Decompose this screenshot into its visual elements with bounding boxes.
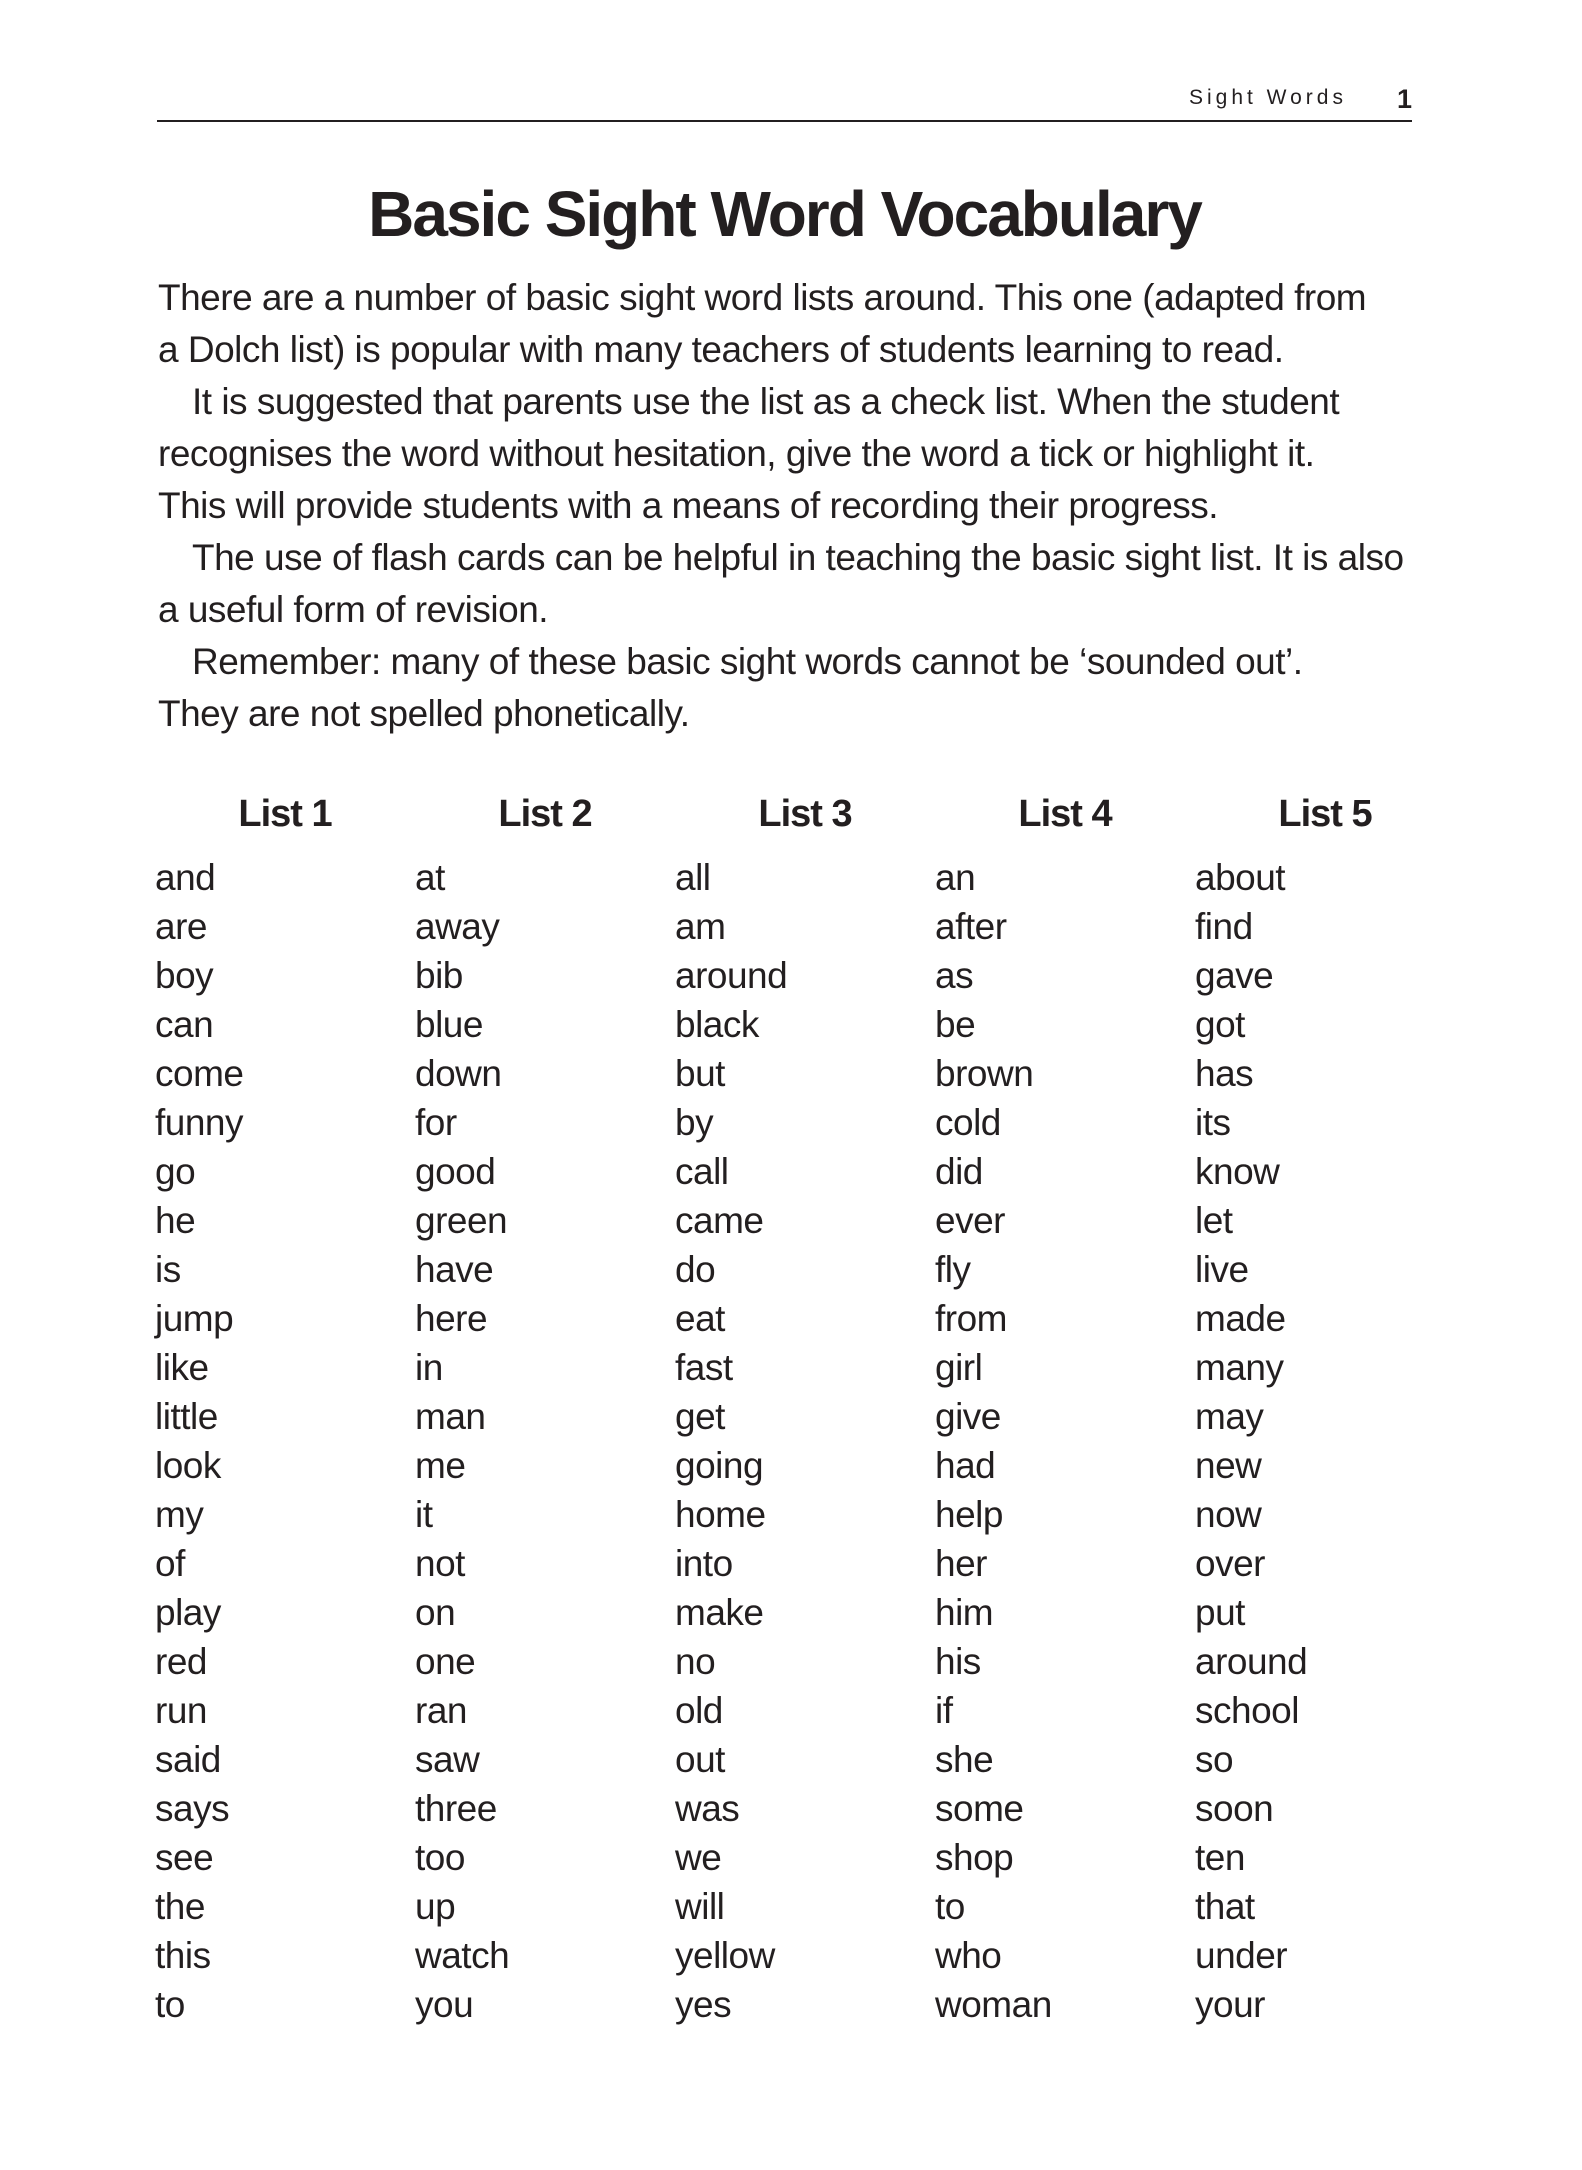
sight-word: get [675, 1396, 725, 1437]
sight-word: out [675, 1739, 725, 1780]
list-header: List 5 [1278, 793, 1372, 835]
body-line: The use of flash cards can be helpful in teaching the basic sight list. It is also [192, 537, 1404, 578]
list-header: List 4 [1018, 793, 1112, 835]
sight-word: come [155, 1053, 244, 1094]
sight-word: saw [415, 1739, 480, 1780]
sight-word: and [155, 857, 216, 898]
sight-word: but [675, 1053, 725, 1094]
sight-word: girl [935, 1347, 983, 1388]
sight-word: all [675, 857, 711, 898]
sight-word: made [1195, 1298, 1286, 1339]
sight-word: play [155, 1592, 221, 1633]
list-header: List 2 [498, 793, 592, 835]
sight-word: help [935, 1494, 1003, 1535]
sight-word: am [675, 906, 726, 947]
sight-word: new [1195, 1445, 1262, 1486]
sight-word: he [155, 1200, 196, 1241]
sight-word: brown [935, 1053, 1034, 1094]
sight-word: here [415, 1298, 488, 1339]
sight-word: shop [935, 1837, 1014, 1878]
sight-word: be [935, 1004, 976, 1045]
sight-word: if [935, 1690, 953, 1731]
word-lists [155, 792, 1455, 2029]
sight-word: jump [155, 1298, 234, 1339]
sight-word: are [155, 906, 207, 947]
sight-word: live [1195, 1249, 1249, 1290]
sight-word: now [1195, 1494, 1262, 1535]
sight-word: gave [1195, 955, 1274, 996]
sight-word: go [155, 1151, 196, 1192]
sight-word: put [1195, 1592, 1245, 1633]
sight-word: black [675, 1004, 759, 1045]
sight-word: many [1195, 1347, 1284, 1388]
paragraph [158, 272, 1468, 376]
sight-word: funny [155, 1102, 244, 1143]
sight-word: that [1195, 1886, 1255, 1927]
sight-word: look [155, 1445, 221, 1486]
list-header: List 3 [758, 793, 852, 835]
sight-word: around [675, 955, 788, 996]
body-line: a useful form of revision. [158, 589, 549, 630]
sight-word: as [935, 955, 974, 996]
sight-word: going [675, 1445, 764, 1486]
sight-word: do [675, 1249, 716, 1290]
sight-word: give [935, 1396, 1001, 1437]
sight-word: man [415, 1396, 486, 1437]
sight-word: in [415, 1347, 443, 1388]
sight-word: she [935, 1739, 994, 1780]
sight-word: see [155, 1837, 214, 1878]
sight-word: has [1195, 1053, 1254, 1094]
sight-word: under [1195, 1935, 1288, 1976]
sight-word: you [415, 1984, 474, 2025]
sight-word: at [415, 857, 445, 898]
sight-word: an [935, 857, 976, 898]
body-line: a Dolch list) is popular with many teachers of students learning to read. [158, 329, 1284, 370]
sight-word: school [1195, 1690, 1299, 1731]
sight-word: little [155, 1396, 218, 1437]
body-line: Remember: many of these basic sight words cannot be ‘sounded out’. [192, 641, 1303, 682]
body-line: They are not spelled phonetically. [158, 693, 690, 734]
word-list-3 [675, 792, 935, 2029]
sight-word: down [415, 1053, 502, 1094]
sight-word: like [155, 1347, 209, 1388]
sight-word: green [415, 1200, 508, 1241]
sight-word: so [1195, 1739, 1234, 1780]
sight-word: no [675, 1641, 716, 1682]
word-list-2 [415, 792, 675, 2029]
sight-word: some [935, 1788, 1024, 1829]
sight-word: yellow [675, 1935, 775, 1976]
sight-word: eat [675, 1298, 725, 1339]
sight-word: yes [675, 1984, 732, 2025]
page-title: Basic Sight Word Vocabulary [368, 178, 1201, 250]
sight-word: blue [415, 1004, 483, 1045]
sight-word: for [415, 1102, 457, 1143]
sight-word: to [935, 1886, 965, 1927]
page-number: 1 [1396, 84, 1412, 114]
sight-word: red [155, 1641, 207, 1682]
body-line: It is suggested that parents use the list as a check list. When the student [192, 381, 1340, 422]
sight-word: it [415, 1494, 433, 1535]
sight-word: to [155, 1984, 185, 2025]
intro-paragraphs [158, 272, 1468, 740]
sight-word: find [1195, 906, 1253, 947]
paragraph [158, 376, 1468, 532]
sight-word: good [415, 1151, 496, 1192]
sight-word: have [415, 1249, 494, 1290]
sight-word: call [675, 1151, 729, 1192]
sight-word: will [675, 1886, 725, 1927]
sight-word: one [415, 1641, 476, 1682]
sight-word: away [415, 906, 500, 947]
sight-word: into [675, 1543, 733, 1584]
sight-word: run [155, 1690, 207, 1731]
sight-word: over [1195, 1543, 1265, 1584]
sight-word: says [155, 1788, 230, 1829]
sight-word: three [415, 1788, 497, 1829]
sight-word: my [155, 1494, 204, 1535]
sight-word: is [155, 1249, 181, 1290]
sight-word: watch [415, 1935, 510, 1976]
body-line: This will provide students with a means of recording their progress. [158, 485, 1219, 526]
sight-word: ten [1195, 1837, 1245, 1878]
sight-word: about [1195, 857, 1286, 898]
sight-word: bib [415, 955, 463, 996]
sight-word: her [935, 1543, 987, 1584]
sight-word: may [1195, 1396, 1264, 1437]
sight-word: ran [415, 1690, 467, 1731]
sight-word: cold [935, 1102, 1001, 1143]
sight-word: old [675, 1690, 723, 1731]
sight-word: let [1195, 1200, 1233, 1241]
sight-word: after [935, 906, 1007, 947]
sight-word: of [155, 1543, 185, 1584]
sight-word: got [1195, 1004, 1245, 1045]
sight-word: the [155, 1886, 205, 1927]
sight-word: woman [935, 1984, 1052, 2025]
sight-word: had [935, 1445, 996, 1486]
paragraph [158, 532, 1468, 636]
sight-word: boy [155, 955, 214, 996]
sight-word: did [935, 1151, 983, 1192]
sight-word: this [155, 1935, 211, 1976]
sight-word: soon [1195, 1788, 1274, 1829]
sight-word: around [1195, 1641, 1308, 1682]
list-header: List 1 [238, 793, 332, 835]
sight-word: we [675, 1837, 722, 1878]
sight-word: his [935, 1641, 981, 1682]
sight-word: home [675, 1494, 766, 1535]
word-list-1 [155, 792, 415, 2029]
sight-word: make [675, 1592, 764, 1633]
sight-word: from [935, 1298, 1007, 1339]
sight-word: know [1195, 1151, 1280, 1192]
paragraph [158, 636, 1468, 740]
sight-word: fast [675, 1347, 733, 1388]
sight-word: not [415, 1543, 465, 1584]
word-list-4 [935, 792, 1195, 2029]
sight-word: can [155, 1004, 214, 1045]
sight-word: who [935, 1935, 1002, 1976]
sight-word: him [935, 1592, 994, 1633]
sight-word: fly [935, 1249, 971, 1290]
sight-word: by [675, 1102, 714, 1143]
sight-word: was [675, 1788, 740, 1829]
sight-word: on [415, 1592, 456, 1633]
sight-word: too [415, 1837, 465, 1878]
sight-word: me [415, 1445, 466, 1486]
running-title: Sight Words [1188, 86, 1347, 109]
word-list-5 [1195, 792, 1455, 2029]
sight-word: its [1195, 1102, 1231, 1143]
sight-word: ever [935, 1200, 1005, 1241]
body-line: There are a number of basic sight word lists around. This one (adapted from [158, 277, 1367, 318]
sight-word: said [155, 1739, 221, 1780]
body-line: recognises the word without hesitation, give the word a tick or highlight it. [158, 433, 1315, 474]
sight-word: up [415, 1886, 456, 1927]
sight-word: came [675, 1200, 764, 1241]
sight-word: your [1195, 1984, 1265, 2025]
running-header [157, 0, 1412, 122]
